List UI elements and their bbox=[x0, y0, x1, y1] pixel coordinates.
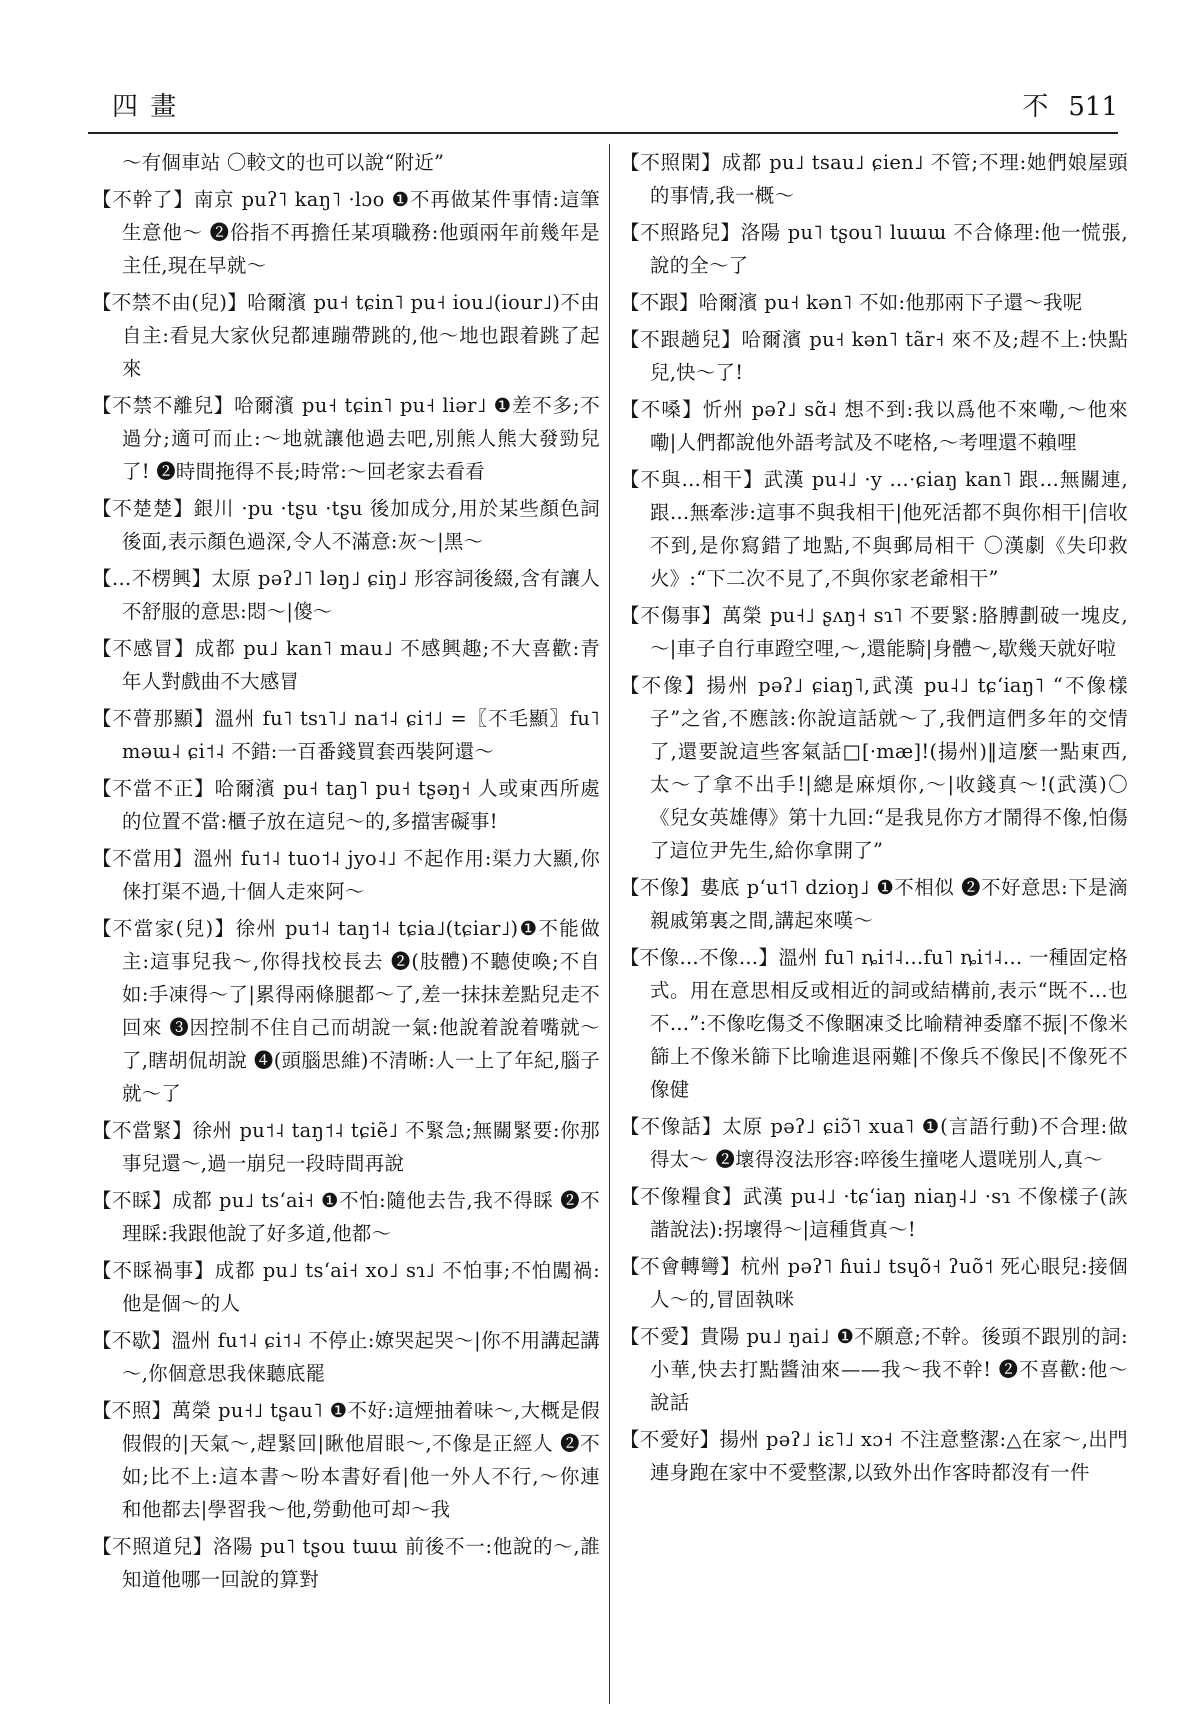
entry: 【不幹了】南京 puʔ˥ kaŋ˥ ·lɔo ❶不再做某件事情:這筆生意他～ ❷俗指不再擔任某項職務:他頭兩年前幾年是主任,現在早就～ bbox=[92, 188, 600, 277]
entry: 【不感冒】成都 pu˩ kan˥ mau˩ 不感興趣;不大喜歡:青年人對戲曲不大感冒 bbox=[92, 637, 600, 693]
entry: 【不跟趟兒】哈爾濱 pu˧ kən˥ tãr˧ 來不及;趕不上:快點兒,快～了! bbox=[620, 328, 1128, 384]
entry: 【不像】揚州 pəʔ˩ ɕiaŋ˥,武漢 pu˨˩ tɕʻiaŋ˥ “不像樣子”之省,不應該:你說這話就～了,我們這們多年的交情了,還要說這些客氣話□[·mæ]!(揚州)‖這麼一點東西,太～了拿不出手!|總是麻煩你,～|收錢真～!(武漢)〇《兒女英雄傳》第十九回:“是我見你方才鬧得不像,怕傷了這位尹先生,給你拿開了” bbox=[620, 674, 1128, 862]
right-column bbox=[620, 146, 1128, 1706]
entry: 【不像】婁底 pʻu˦˥ dzioŋ˩ ❶不相似 ❷不好意思:下是滴親戚第裏之間,講起來嘆～ bbox=[620, 876, 1128, 932]
entry: 【不睬禍事】成都 pu˩ tsʻai˧ xo˩ sɿ˩ 不怕事;不怕闖禍:他是個～的人 bbox=[92, 1259, 600, 1315]
entry: 【不像話】太原 pəʔ˩ ɕiɔ̃˥ xua˥ ❶(言語行動)不合理:做得太～ ❷壞得沒法形容:啐後生撞咾人還唴別人,真～ bbox=[620, 1115, 1128, 1171]
running-head bbox=[1022, 86, 1118, 123]
entry: 【不禁不離兒】哈爾濱 pu˧ tɕin˥ pu˧ liər˩ ❶差不多;不過分;適可而止:～地就讓他過去吧,別熊人熊大發勁兒了! ❷時間拖得不長;時常:～回老家去看看 bbox=[92, 394, 600, 483]
entry: 【不與…相干】武漢 pu˨˩ ·y …·ɕiaŋ kan˥ 跟…無關連,跟…無牽涉:這事不與我相干|他死活都不與你相干|信收不到,是你寫錯了地點,不與郵局相干 〇漢劇《失印救火》:“下二次不見了,不與你家老爺相干” bbox=[620, 468, 1128, 590]
page-number: 511 bbox=[1068, 92, 1118, 122]
header-rule bbox=[88, 132, 1118, 134]
entry: 【不跟】哈爾濱 pu˧ kən˥ 不如:他那兩下子還～我呢 bbox=[620, 291, 1083, 314]
entry: 【不愛好】揚州 pəʔ˩ iɛ˥˩ xɔ˧ 不注意整潔:△在家～,出門連身跑在家中不愛整潔,以致外出作客時都沒有一件 bbox=[620, 1428, 1128, 1484]
entry: 【不會轉彎】杭州 pəʔ˥ ɦui˩ tsɥõ˧ ʔuõ˦ 死心眼兒:接個人～的,冒固執咪 bbox=[620, 1255, 1128, 1311]
entry: 【不愛】貴陽 pu˩ ŋai˩ ❶不願意;不幹。後頭不跟別的詞:小華,快去打點醬油來——我～我不幹! ❷不喜歡:他～說話 bbox=[620, 1325, 1128, 1414]
entry: 【不瞢那顯】溫州 fu˥ tsɿ˥˩ na˦˨ ɕi˦˩ =〖不毛顯〗fu˥ məɯ˨ ɕi˦˨ 不錯:一百番錢買套西裝阿還～ bbox=[92, 707, 600, 763]
entry: 【不傷事】萬榮 pu˧˩ ʂʌŋ˧ sɿ˥ 不要緊:胳膊劃破一塊皮,～|車子自行車蹬空哩,～,還能騎|身體～,歇幾天就好啦 bbox=[620, 604, 1128, 660]
left-column bbox=[92, 146, 600, 1706]
entry: ～有個車站 〇較文的也可以說“附近” bbox=[122, 151, 445, 174]
entry: 【不照路兒】洛陽 pu˥ tʂou˥ luɯɯ 不合條理:他一慌張,說的全～了 bbox=[620, 221, 1128, 277]
entry: 【不照閑】成都 pu˩ tsau˩ ɕien˩ 不管;不理:她們娘屋頭的事情,我一概～ bbox=[620, 151, 1128, 207]
entry: 【不當用】溫州 fu˦˨ tuo˦˨ jyo˨˩ 不起作用:渠力大顯,你俫打渠不過,十個人走來阿～ bbox=[92, 847, 600, 903]
entry: 【不楚楚】銀川 ·pu ·tʂu ·tʂu 後加成分,用於某些顏色詞後面,表示顏色過深,令人不滿意:灰～|黑～ bbox=[92, 497, 600, 553]
entry: 【不嗓】忻州 pəʔ˩ sɑ̃˨ 想不到:我以爲他不來嘞,～他來嘞|人們都說他外語考試及不咾格,～考哩還不賴哩 bbox=[620, 398, 1128, 454]
entry: 【不當家(兒)】徐州 pu˦˨ taŋ˦˨ tɕia˩(tɕiar˩)❶不能做主:這事兒我～,你得找校長去 ❷(肢體)不聽使喚;不自如:手凍得～了|累得兩條腿都～了,差一抹抹差點兒走不回來 ❸因控制不住自己而胡說一氣:他說着說着嘴就～了,瞎胡侃胡說 ❹(頭腦思維)不清晰:人一上了年紀,腦子就～了 bbox=[92, 917, 600, 1105]
entry: 【不當不正】哈爾濱 pu˧ taŋ˥ pu˧ tʂəŋ˧ 人或東西所處的位置不當:櫃子放在這兒～的,多擋害礙事! bbox=[92, 777, 600, 833]
column-divider bbox=[609, 144, 610, 1704]
entry: 【不像糧食】武漢 pu˨˩ ·tɕʻiaŋ niaŋ˨˩ ·sɿ 不像樣子(詼諧說法):拐壞得～|這種貨真～! bbox=[620, 1185, 1128, 1241]
entry: 【不當緊】徐州 pu˦˨ taŋ˦˨ tɕiẽ˩ 不緊急;無關緊要:你那事兒還～,過一崩兒一段時間再說 bbox=[92, 1119, 600, 1175]
entry: 【不歇】溫州 fu˦˨ ɕi˦˨ 不停止:嫽哭起哭～|你不用講起講～,你個意思我俫聽底罷 bbox=[92, 1329, 600, 1385]
page-header bbox=[88, 82, 1118, 122]
entry: 【不照道兒】洛陽 pu˥ tʂou tɯɯ 前後不一:他說的～,誰知道他哪一回說的算對 bbox=[92, 1535, 600, 1591]
entry: 【不禁不由(兒)】哈爾濱 pu˧ tɕin˥ pu˧ iou˩(iour˩)不由自主:看見大家伙兒都連蹦帶跳的,他～地也跟着跳了起來 bbox=[92, 291, 600, 380]
head-character: 不 bbox=[1022, 92, 1051, 122]
entry: 【不睬】成都 pu˩ tsʻai˧ ❶不怕:隨他去告,我不得睬 ❷不理睬:我跟他說了好多道,他都～ bbox=[92, 1189, 600, 1245]
section-title: 四 畫 bbox=[112, 92, 179, 122]
entry: 【不照】萬榮 pu˧˩ tʂau˥ ❶不好:這煙抽着味～,大概是假假假的|天氣～,趕緊回|瞅他眉眼～,不像是正經人 ❷不如;比不上:這本書～吩本書好看|他一外人不行,～你連和他都去|學習我～他,勞動他可却～我 bbox=[92, 1399, 600, 1521]
entry: 【不像…不像…】溫州 fu˥ ȵi˦˨…fu˥ ȵi˦˨… 一種固定格式。用在意思相反或相近的詞或結構前,表示“既不…也不…”:不像吃傷爻不像睏凍爻比喻精神委靡不振|不像米篩上不像米篩下比喻進退兩難|不像兵不像民|不像死不像健 bbox=[620, 946, 1128, 1101]
entry: 【…不楞興】太原 pəʔ˩˥ ləŋ˩ ɕiŋ˩ 形容詞後綴,含有讓人不舒服的意思:悶～|傻～ bbox=[92, 567, 600, 623]
